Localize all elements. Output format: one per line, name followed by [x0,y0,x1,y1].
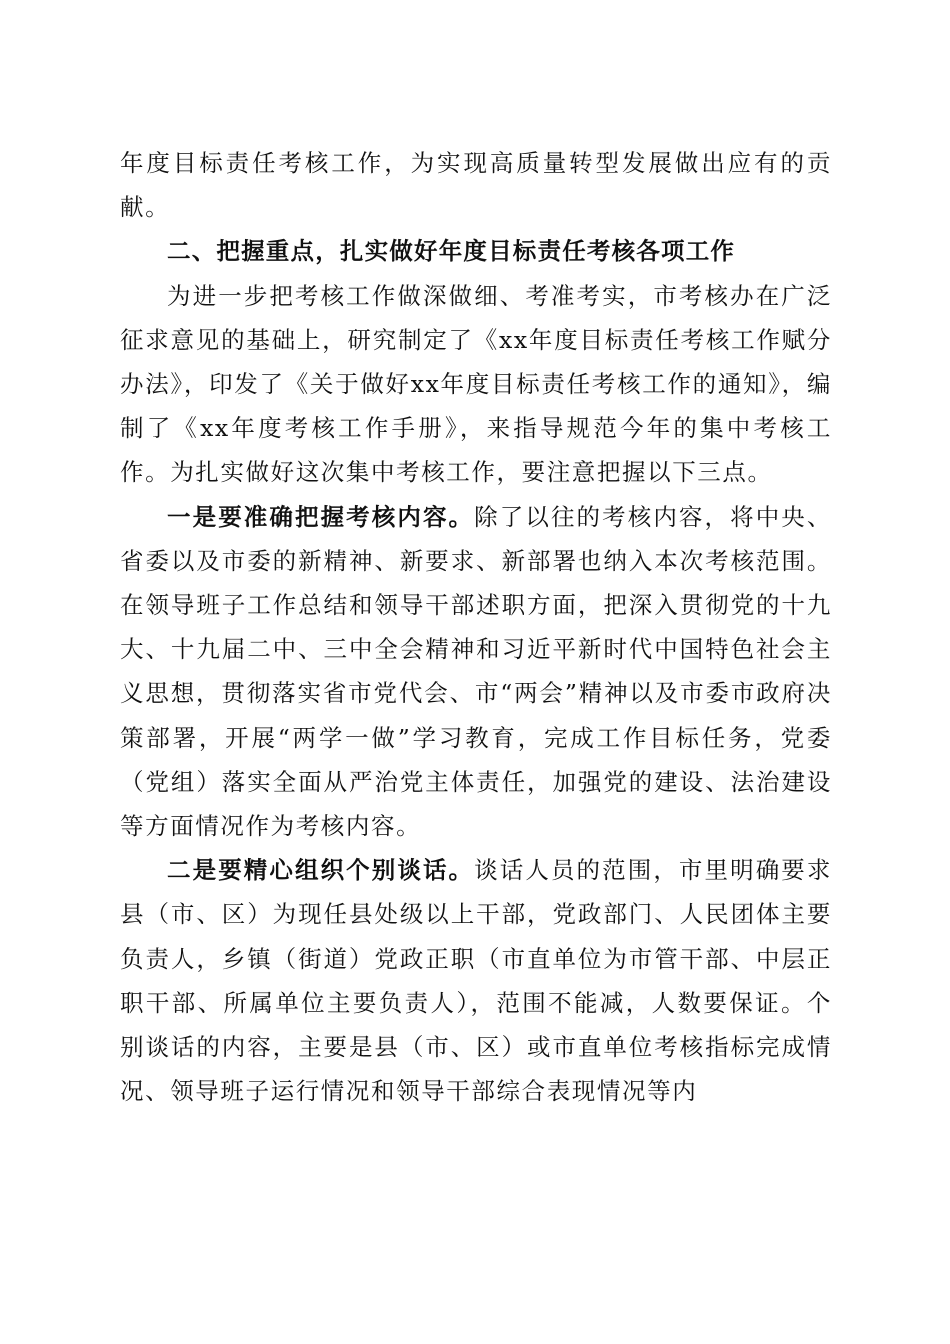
section-heading [120,229,832,273]
document-body [120,141,832,1113]
paragraph-point-two [120,848,832,1113]
paragraph-intro [120,274,832,495]
paragraph-text: 除了以往的考核内容，将中央、省委以及市委的新精神、新要求、新部署也纳入本次考核范围。在领导班子工作总结和领导干部述职方面，把深入贯彻党的十九大、十九届二中、三中全会精神和习近平新时代中国特色社会主义思想，贯彻落实省市党代会、市“两会”精神以及市委市政府决策部署，开展“两学一做”学习教育，完成工作目标任务，党委（党组）落实全面从严治党主体责任，加强党的建设、法治建设等方面情况作为考核内容。 [120,502,832,841]
paragraph-lead: 一是要准确把握考核内容。 [167,502,475,531]
paragraph-point-one [120,495,832,849]
paragraph-text: 为进一步把考核工作做深做细、考准考实，市考核办在广泛征求意见的基础上，研究制定了《xx年度目标责任考核工作赋分办法》，印发了《关于做好xx年度目标责任考核工作的通知》，编制了《xx年度考核工作手册》，来指导规范今年的集中考核工作。为扎实做好这次集中考核工作，要注意把握以下三点。 [120,281,832,487]
heading-text: 二、把握重点，扎实做好年度目标责任考核各项工作 [167,237,736,266]
paragraph-continuation [120,141,832,229]
paragraph-text: 年度目标责任考核工作，为实现高质量转型发展做出应有的贡献。 [120,149,832,222]
paragraph-text: 谈话人员的范围，市里明确要求县（市、区）为现任县处级以上干部，党政部门、人民团体主要负责人，乡镇（街道）党政正职（市直单位为市管干部、中层正职干部、所属单位主要负责人），范围不能减，人数要保证。个别谈话的内容，主要是县（市、区）或市直单位考核指标完成情况、领导班子运行情况和领导干部综合表现情况等内 [120,856,832,1106]
paragraph-lead: 二是要精心组织个别谈话。 [167,856,475,885]
